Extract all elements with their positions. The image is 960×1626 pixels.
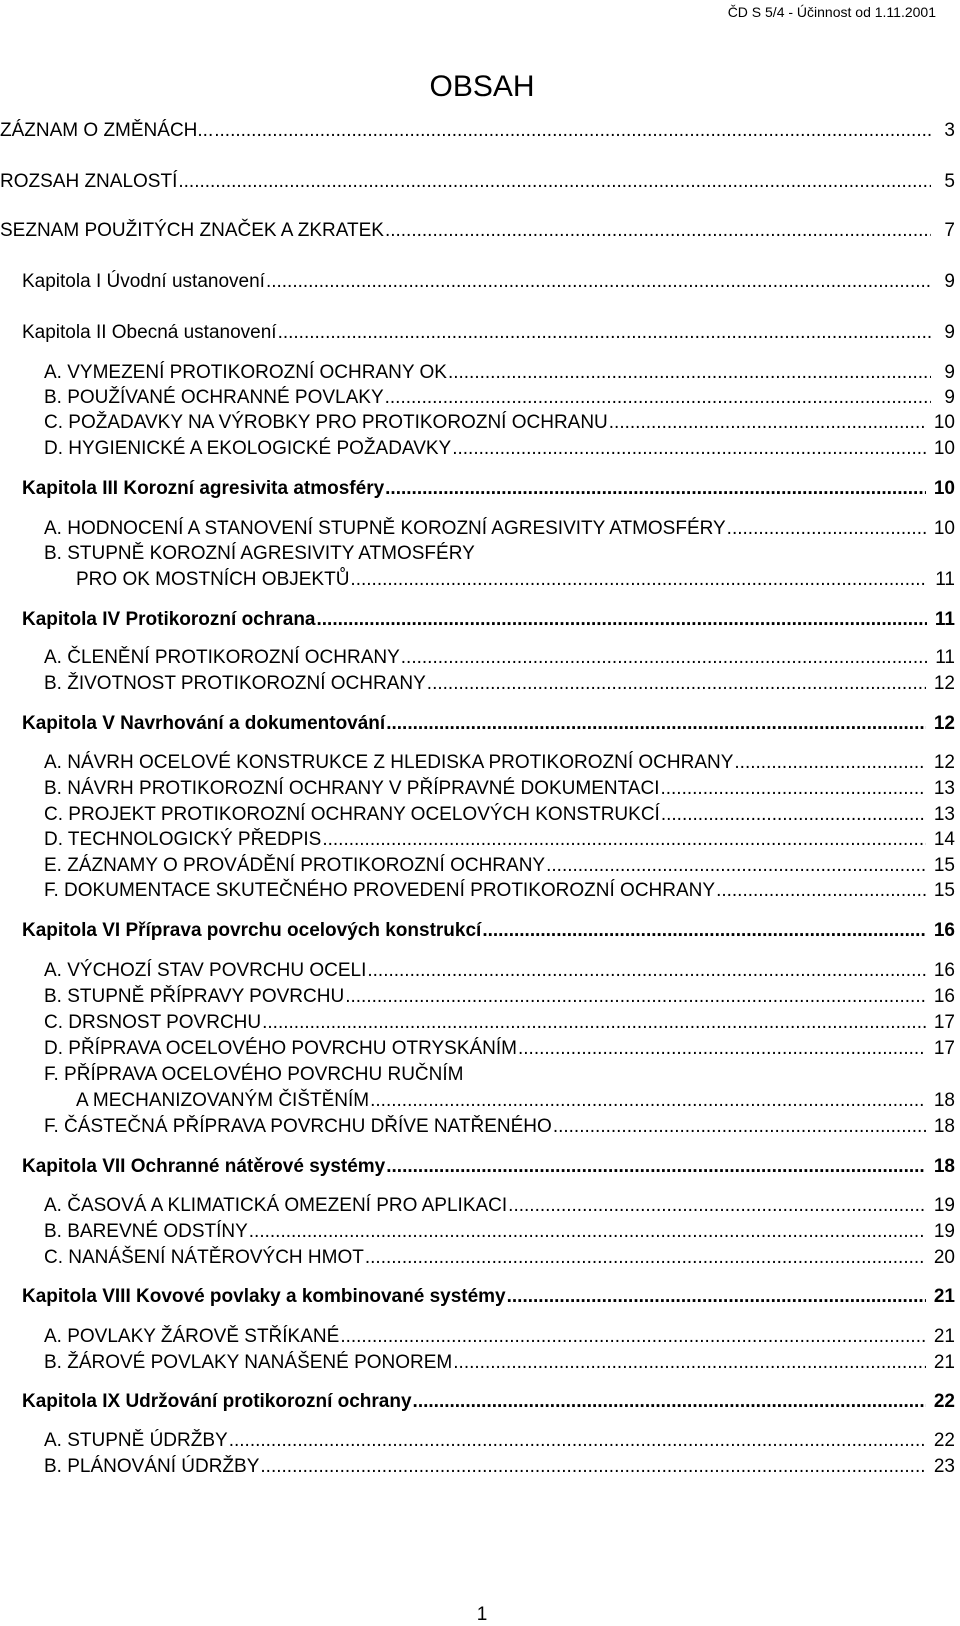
toc-entry-title[interactable]: B. STUPNĚ KOROZNÍ AGRESIVITY ATMOSFÉRY [44,543,475,564]
toc-entry-title: D. HYGIENICKÉ A EKOLOGICKÉ POŽADAVKY [44,438,452,459]
toc-entry-page: 11 [935,569,955,590]
toc-entry-page: 18 [933,1116,955,1137]
toc-entry-title: Kapitola IV Protikorozní ochrana [22,609,316,630]
toc-entry[interactable] [44,752,955,774]
toc-entry-title: B. STUPNĚ PŘÍPRAVY POVRCHU [44,986,345,1007]
toc-leader [507,1286,926,1308]
toc-leader [229,1430,926,1452]
toc-leader [727,518,926,540]
toc-entry-title: A MECHANIZOVANÝM ČIŠTĚNÍM [76,1090,370,1111]
toc-entry[interactable] [44,960,955,982]
toc-leader [661,804,926,826]
toc-entry[interactable] [44,1456,955,1478]
toc-leader [278,322,931,344]
toc-entry-page: 10 [933,438,955,459]
toc-entry-page: 15 [933,880,955,901]
toc-leader [716,880,926,902]
toc-entry[interactable] [44,778,955,800]
toc-leader [609,412,926,434]
toc-entry-page: 18 [933,1090,955,1111]
toc-entry-page: 9 [944,362,955,383]
toc-entry-title: A. VYMEZENÍ PROTIKOROZNÍ OCHRANY OK [44,362,447,383]
toc-entry-title: E. ZÁZNAMY O PROVÁDĚNÍ PROTIKOROZNÍ OCHRANY [44,855,546,876]
toc-entry[interactable] [44,1038,955,1060]
toc-leader [413,1391,926,1413]
toc-leader [340,1326,926,1348]
toc-chapter[interactable] [22,920,955,942]
toc-chapter[interactable] [22,713,955,735]
toc-leader [322,829,926,851]
toc-entry-page: 16 [933,960,955,981]
toc-entry-title: F. ČÁSTEČNÁ PŘÍPRAVA POVRCHU DŘÍVE NATŘENÉHO [44,1116,552,1137]
toc-leader [266,271,931,293]
toc-entry[interactable] [44,647,955,669]
toc-entry[interactable] [44,1221,955,1243]
toc-entry-title: B. NÁVRH PROTIKOROZNÍ OCHRANY V PŘÍPRAVNÉ DOKUMENTACI [44,778,660,799]
toc-entry-page: 18 [933,1156,955,1177]
toc-entry[interactable] [76,569,955,591]
toc-entry-title: Kapitola VII Ochranné nátěrové systémy [22,1156,386,1177]
toc-leader [370,1090,926,1112]
toc-entry[interactable] [44,438,955,460]
toc-entry-title: D. PŘÍPRAVA OCELOVÉHO POVRCHU OTRYSKÁNÍM [44,1038,517,1059]
toc-leader [367,960,926,982]
toc-entry-page: 16 [933,986,955,1007]
toc-entry-page: 12 [933,713,955,734]
toc-leader [553,1116,926,1138]
toc-leader [385,478,926,500]
toc-entry-page: 13 [933,804,955,825]
toc-chapter[interactable] [22,1156,955,1178]
toc-entry-page: 9 [944,322,955,343]
toc-entry[interactable] [44,1116,955,1138]
toc-leader [734,752,925,774]
toc-entry-page: 12 [933,752,955,773]
toc-entry-title: A. NÁVRH OCELOVÉ KONSTRUKCE Z HLEDISKA PROTIKOROZNÍ OCHRANY [44,752,734,773]
toc-entry-title: B. PLÁNOVÁNÍ ÚDRŽBY [44,1456,260,1477]
toc-entry[interactable] [44,855,955,877]
toc-leader [453,1352,926,1374]
toc-entry-page: 12 [933,673,955,694]
toc-entry-title: ROZSAH ZNALOSTÍ [0,171,178,192]
toc-entry-title: SEZNAM POUŽITÝCH ZNAČEK A ZKRATEK [0,220,384,241]
toc-leader [518,1038,926,1060]
toc-entry-page: 17 [933,1038,955,1059]
toc-leader [482,920,926,942]
toc-entry[interactable] [22,271,955,293]
toc-leader [260,1456,925,1478]
toc-entry[interactable] [44,1195,955,1217]
toc-entry-page: 15 [933,855,955,876]
toc-entry-page: 21 [933,1352,955,1373]
toc-entry-title: ZÁZNAM O ZMĚNÁCH... [0,120,214,141]
toc-entry[interactable] [44,673,955,695]
toc-entry-page: 23 [933,1456,955,1477]
toc-leader [365,1247,926,1269]
page-title: OBSAH [429,70,535,103]
page-number: 1 [476,1604,488,1625]
toc-entry-title: Kapitola VI Příprava povrchu ocelových konstrukcí [22,920,482,941]
toc-entry-title: A. HODNOCENÍ A STANOVENÍ STUPNĚ KOROZNÍ AGRESIVITY ATMOSFÉRY [44,518,726,539]
toc-entry[interactable] [44,412,955,434]
toc-entry[interactable] [44,880,955,902]
toc-entry-title: Kapitola III Korozní agresivita atmosféry [22,478,385,499]
toc-entry[interactable] [44,1352,955,1374]
toc-entry-title: B. BAREVNÉ ODSTÍNY [44,1221,248,1242]
toc-entry-title: A. ČASOVÁ A KLIMATICKÁ OMEZENÍ PRO APLIKACI [44,1195,508,1216]
toc-entry[interactable] [0,171,955,193]
toc-leader [448,362,931,384]
toc-entry[interactable] [76,1090,955,1112]
toc-leader [350,569,927,591]
toc-entry-page: 13 [933,778,955,799]
toc-leader [508,1195,926,1217]
toc-leader [262,1012,926,1034]
toc-chapter[interactable] [22,609,955,631]
toc-leader [249,1221,926,1243]
toc-leader [385,387,931,409]
toc-leader [452,438,926,460]
toc-leader [317,609,927,631]
toc-entry-title: C. PROJEKT PROTIKOROZNÍ OCHRANY OCELOVÝCH KONSTRUKCÍ [44,804,660,825]
toc-entry[interactable] [44,1430,955,1452]
toc-leader [401,647,927,669]
toc-entry-page: 7 [944,220,955,241]
toc-entry-title: A. STUPNĚ ÚDRŽBY [44,1430,228,1451]
toc-entry[interactable] [44,1247,955,1269]
toc-entry-title: A. VÝCHOZÍ STAV POVRCHU OCELI [44,960,367,981]
toc-leader [178,171,931,193]
toc-entry-page: 11 [935,647,955,668]
toc-entry-title: B. ŽIVOTNOST PROTIKOROZNÍ OCHRANY [44,673,426,694]
toc-entry-page: 22 [933,1430,955,1451]
toc-entry-page: 19 [933,1195,955,1216]
toc-entry[interactable] [44,986,955,1008]
toc-entry-page: 9 [944,271,955,292]
toc-entry-page: 10 [933,412,955,433]
toc-entry-title: Kapitola IX Udržování protikorozní ochrany [22,1391,412,1412]
document-header: ČD S 5/4 - Účinnost od 1.11.2001 [727,4,936,20]
toc-leader [214,120,931,142]
toc-entry-title: F. DOKUMENTACE SKUTEČNÉHO PROVEDENÍ PROTIKOROZNÍ OCHRANY [44,880,716,901]
toc-entry-title: Kapitola V Navrhování a dokumentování [22,713,386,734]
toc-entry-title: C. POŽADAVKY NA VÝROBKY PRO PROTIKOROZNÍ OCHRANU [44,412,608,433]
toc-entry[interactable] [44,829,955,851]
toc-entry[interactable] [0,120,955,142]
toc-entry-page: 3 [944,120,955,141]
toc-entry-page: 11 [934,609,955,630]
toc-entry-title: A. POVLAKY ŽÁROVĚ STŘÍKANÉ [44,1326,340,1347]
toc-entry-title: Kapitola I Úvodní ustanovení [22,271,265,292]
toc-entry-title: C. DRSNOST POVRCHU [44,1012,262,1033]
toc-entry-page: 16 [933,920,955,941]
toc-leader [386,713,926,735]
toc-entry-title: D. TECHNOLOGICKÝ PŘEDPIS [44,829,322,850]
toc-leader [386,1156,926,1178]
toc-chapter[interactable] [22,478,955,500]
toc-entry[interactable] [44,387,955,409]
toc-entry-page: 22 [933,1391,955,1412]
toc-entry-title[interactable]: F. PŘÍPRAVA OCELOVÉHO POVRCHU RUČNÍM [44,1064,464,1085]
toc-entry[interactable] [44,804,955,826]
toc-entry-title: C. NANÁŠENÍ NÁTĚROVÝCH HMOT [44,1247,364,1268]
toc-leader [385,220,931,242]
toc-entry-page: 17 [933,1012,955,1033]
toc-entry-page: 10 [933,518,955,539]
toc-entry[interactable] [22,322,955,344]
toc-entry-title: PRO OK MOSTNÍCH OBJEKTŮ [76,569,350,590]
toc-entry[interactable] [44,1012,955,1034]
toc-entry-title: B. POUŽÍVANÉ OCHRANNÉ POVLAKY [44,387,384,408]
toc-leader [660,778,925,800]
toc-entry[interactable] [44,518,955,540]
toc-entry-page: 9 [944,387,955,408]
toc-chapter[interactable] [22,1286,955,1308]
toc-chapter[interactable] [22,1391,955,1413]
toc-entry-page: 20 [933,1247,955,1268]
toc-entry-page: 14 [933,829,955,850]
toc-entry-title: Kapitola VIII Kovové povlaky a kombinované systémy [22,1286,506,1307]
toc-entry-page: 19 [933,1221,955,1242]
toc-entry-page: 21 [933,1326,955,1347]
toc-entry-title: A. ČLENĚNÍ PROTIKOROZNÍ OCHRANY [44,647,400,668]
toc-leader [427,673,926,695]
toc-entry-page: 5 [944,171,955,192]
toc-entry[interactable] [0,220,955,242]
toc-entry-title: B. ŽÁROVÉ POVLAKY NANÁŠENÉ PONOREM [44,1352,453,1373]
toc-entry-page: 21 [933,1286,955,1307]
toc-leader [345,986,926,1008]
toc-entry-page: 10 [933,478,955,499]
toc-leader [546,855,926,877]
toc-entry[interactable] [44,362,955,384]
toc-entry-title: Kapitola II Obecná ustanovení [22,322,277,343]
toc-entry[interactable] [44,1326,955,1348]
